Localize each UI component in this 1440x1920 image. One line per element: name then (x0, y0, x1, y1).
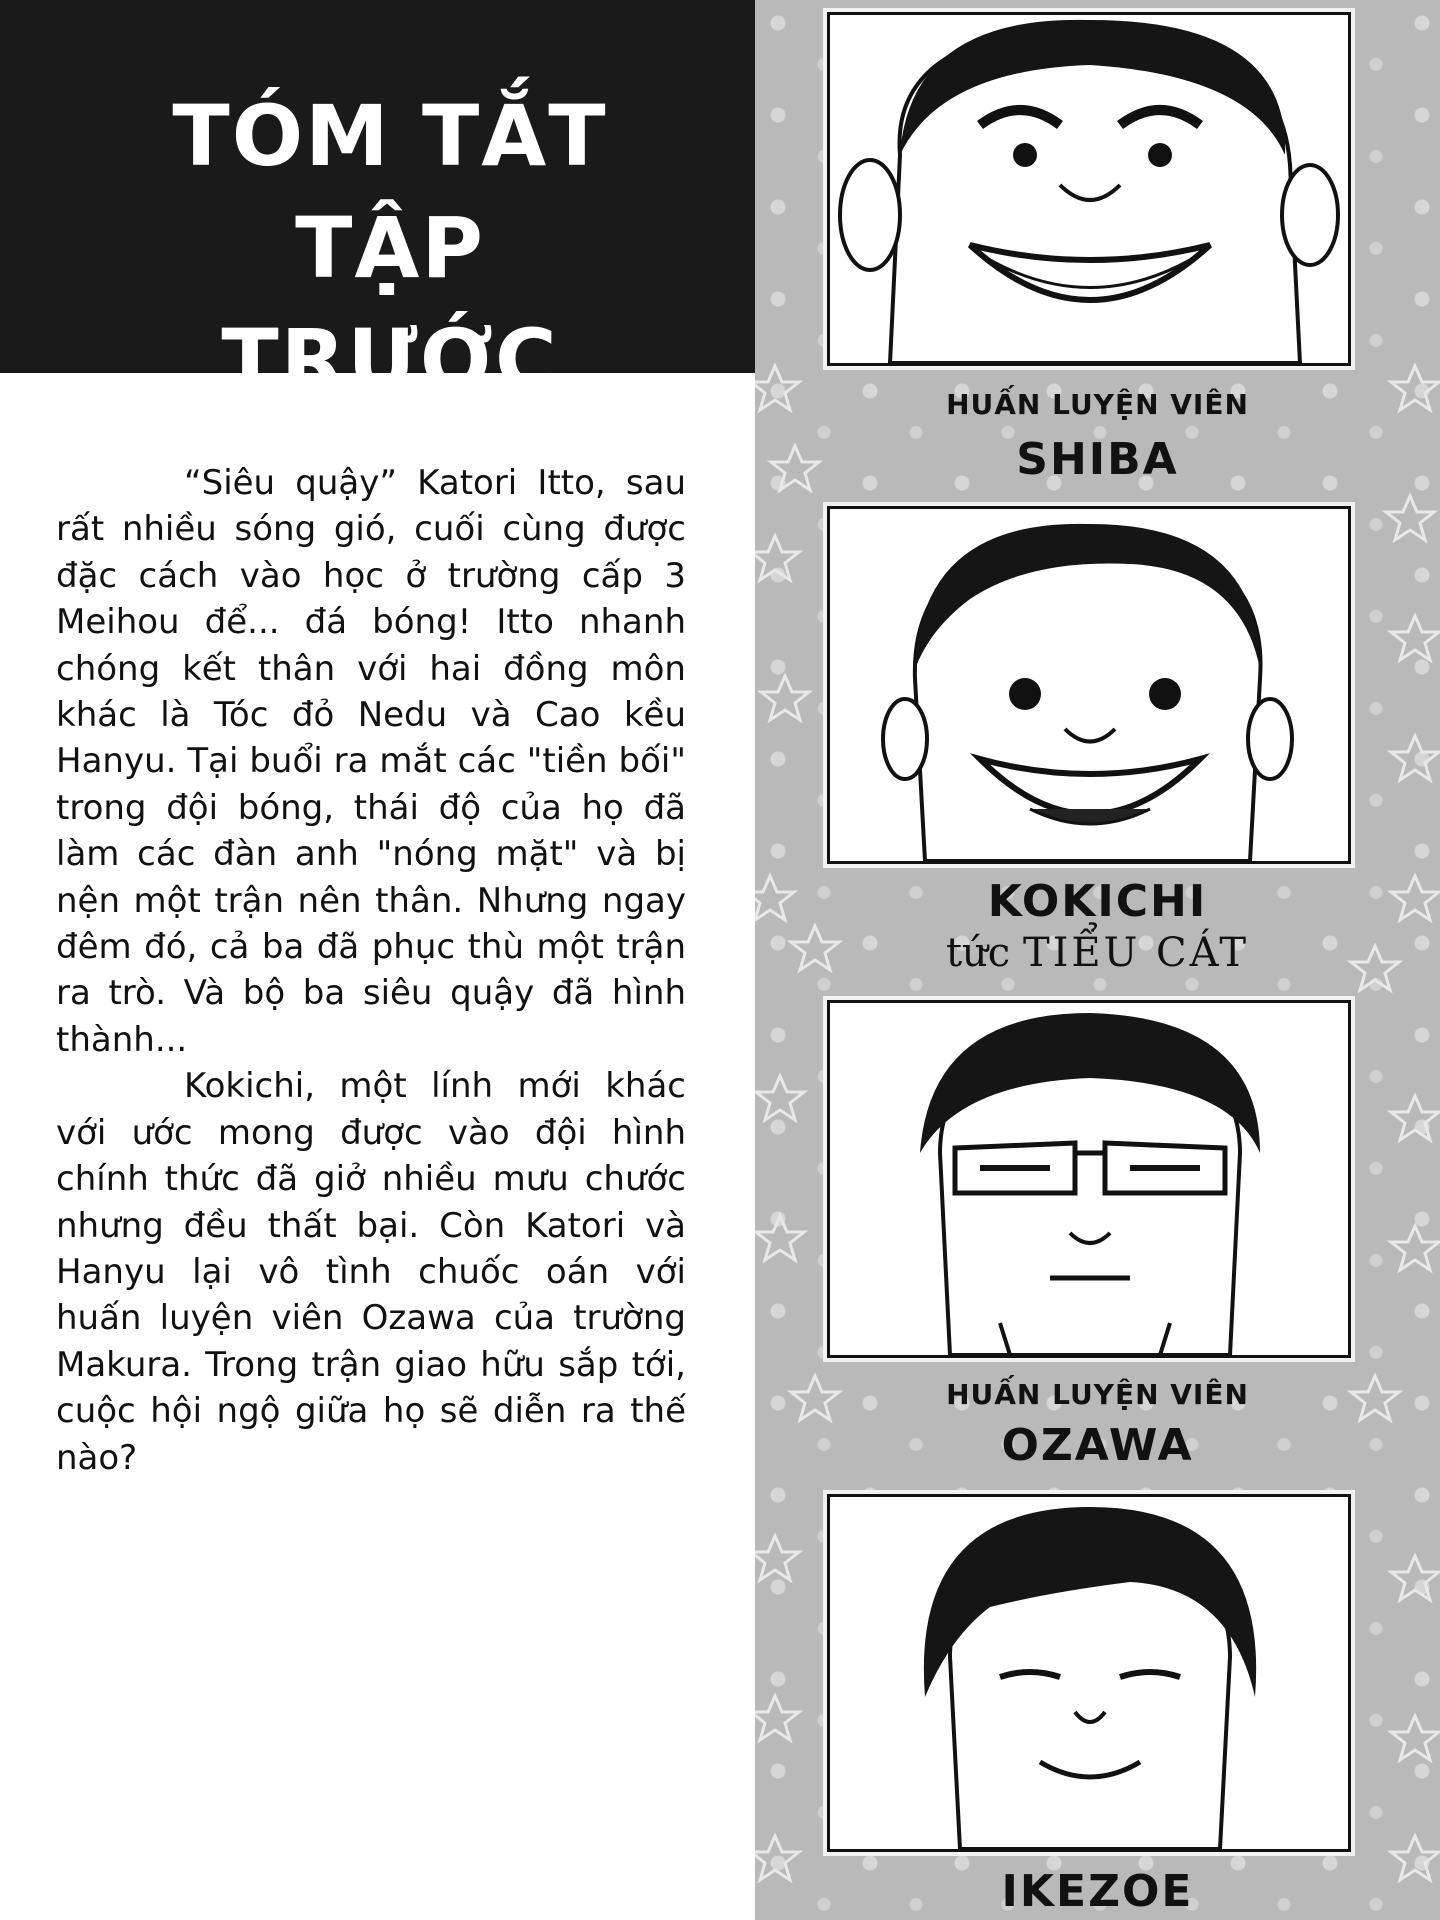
caption-name-ikezoe: IKEZOE (1001, 1866, 1194, 1917)
shiba-face-illustration (830, 15, 1348, 363)
summary-paragraph-1: “Siêu quậy” Katori Itto, sau rất nhiều sóng gió, cuối cùng được đặc cách vào học ở trường cấp 3 Meihou để... đá bóng! Itto nhanh chóng kết thân với hai đồng môn khác là Tóc đỏ Nedu và Cao kều Hanyu. Tại buổi ra mắt các "tiền bối" trong đội bóng, thái độ của họ đã làm các đàn anh "nóng mặt" và bị nện một trận nên thân. Nhưng ngay đêm đó, cả ba đã phục thù một trận ra trò. Và bộ ba siêu quậy đã hình thành... (56, 463, 686, 1060)
summary-text (56, 460, 686, 1481)
alias-name: TIỂU CÁT (1022, 930, 1250, 976)
ikezoe-face-illustration (830, 1497, 1348, 1849)
summary-paragraph-2: Kokichi, một lính mới khác với ước mong được vào đội hình chính thức đã giở nhiều mưu chước nhưng đều thất bại. Còn Katori và Hanyu lại vô tình chuốc oán với huấn luyện viên Ozawa của trường Makura. Trong trận giao hữu sắp tới, cuộc hội ngộ giữa họ sẽ diễn ra thế nào? (56, 1066, 686, 1478)
character-sidebar (755, 0, 1440, 1920)
header-block (0, 0, 755, 409)
alias-prefix: tức (945, 930, 1011, 976)
portrait-ozawa (827, 1000, 1351, 1358)
caption-role-ozawa: HUẤN LUYỆN VIÊN (946, 1378, 1249, 1411)
caption-name-kokichi: KOKICHI (987, 876, 1208, 927)
kokichi-face-illustration (830, 509, 1348, 861)
title-line-2: TẬP TRƯỚC (221, 199, 559, 409)
caption-alias-kokichi (755, 930, 1440, 976)
title-line-1: TÓM TẮT (172, 87, 608, 185)
portrait-ikezoe (827, 1494, 1351, 1852)
caption-role-shiba: HUẤN LUYỆN VIÊN (946, 388, 1249, 421)
ozawa-face-illustration (830, 1003, 1348, 1355)
page-title (120, 80, 660, 416)
portrait-kokichi (827, 506, 1351, 864)
caption-name-shiba: SHIBA (1016, 434, 1179, 485)
portrait-shiba (827, 12, 1351, 366)
caption-name-ozawa: OZAWA (1001, 1420, 1194, 1471)
